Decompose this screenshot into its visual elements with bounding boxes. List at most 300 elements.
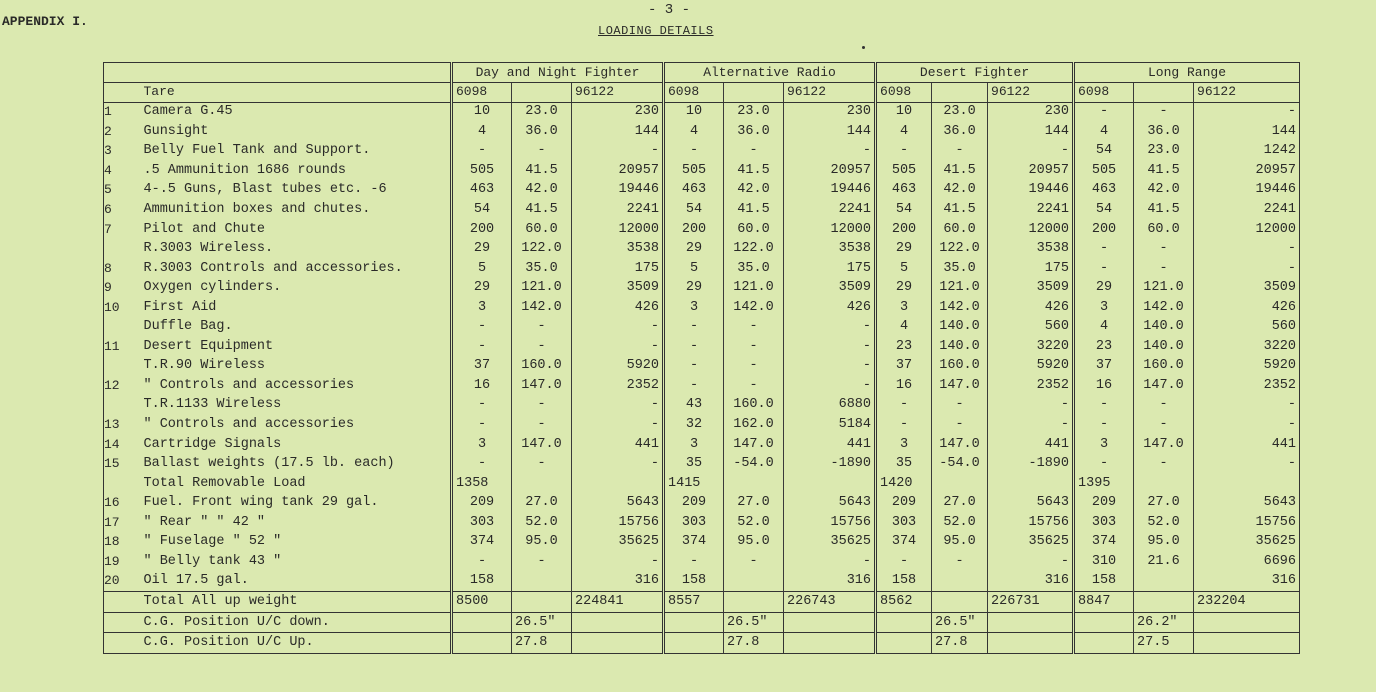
page-number: - 3 - xyxy=(648,2,691,18)
row-description: Pilot and Chute xyxy=(143,221,266,237)
row-number xyxy=(104,592,142,613)
value-cell-desert: 5920 xyxy=(988,357,1074,377)
value-cell-alt-radio: 316 xyxy=(784,572,876,592)
value-cell-alt-radio: 43 xyxy=(664,396,724,416)
value-cell-day-night: 35.0 xyxy=(512,259,572,279)
value-cell-day-night: 175 xyxy=(572,259,664,279)
value-cell-day-night: 16 xyxy=(452,376,512,396)
value-cell-alt-radio: 200 xyxy=(664,220,724,240)
cg-up-cell-day-night xyxy=(572,633,664,654)
cg-down-label: C.G. Position U/C down. xyxy=(142,612,452,633)
row-description: " Rear " " 42 " xyxy=(143,514,266,530)
table-row xyxy=(104,142,1300,162)
cg-down-cell-desert xyxy=(988,612,1074,633)
value-cell-long-range: 3220 xyxy=(1194,337,1300,357)
value-cell-desert: 16 xyxy=(876,376,932,396)
row-description: R.3003 Controls and accessories. xyxy=(143,260,403,276)
value-cell-alt-radio: - xyxy=(724,318,784,338)
value-cell-alt-radio: 441 xyxy=(784,435,876,455)
value-cell-desert: 140.0 xyxy=(932,318,988,338)
value-cell-alt-radio: 35625 xyxy=(784,533,876,553)
value-cell-day-night: - xyxy=(512,142,572,162)
value-cell-day-night: 121.0 xyxy=(512,278,572,298)
value-cell-long-range: 121.0 xyxy=(1134,278,1194,298)
value-cell-long-range xyxy=(1134,474,1194,494)
value-cell-desert: 27.0 xyxy=(932,493,988,513)
value-cell-desert: 147.0 xyxy=(932,435,988,455)
row-number: 5 xyxy=(104,181,142,201)
value-cell-alt-radio: 29 xyxy=(664,239,724,259)
value-cell-long-range: 23.0 xyxy=(1134,142,1194,162)
value-cell-long-range: - xyxy=(1194,396,1300,416)
value-cell-alt-radio: 142.0 xyxy=(724,298,784,318)
value-cell-alt-radio: 23.0 xyxy=(724,102,784,122)
value-cell-alt-radio: - xyxy=(784,318,876,338)
group-header-long-range: Long Range xyxy=(1074,63,1300,83)
value-cell-desert: - xyxy=(932,415,988,435)
total-cell-day-night xyxy=(512,592,572,613)
value-cell-long-range: - xyxy=(1134,454,1194,474)
value-cell-alt-radio: 4 xyxy=(664,122,724,142)
value-cell-long-range: 140.0 xyxy=(1134,318,1194,338)
total-cell-day-night: 224841 xyxy=(572,592,664,613)
value-cell-day-night: 36.0 xyxy=(512,122,572,142)
value-cell-alt-radio: 3538 xyxy=(784,239,876,259)
value-cell-long-range: - xyxy=(1194,239,1300,259)
value-cell-alt-radio: 41.5 xyxy=(724,200,784,220)
value-cell-long-range: 426 xyxy=(1194,298,1300,318)
value-cell-day-night: 3538 xyxy=(572,239,664,259)
table-row xyxy=(104,357,1300,377)
value-cell-long-range: 2241 xyxy=(1194,200,1300,220)
value-cell-desert: 2352 xyxy=(988,376,1074,396)
value-cell-alt-radio: 35.0 xyxy=(724,259,784,279)
value-cell-desert: 505 xyxy=(876,161,932,181)
value-cell-long-range: 37 xyxy=(1074,357,1134,377)
value-cell-desert: 121.0 xyxy=(932,278,988,298)
value-cell-day-night: - xyxy=(452,142,512,162)
value-cell-long-range: 140.0 xyxy=(1134,337,1194,357)
total-cell-alt-radio: 8557 xyxy=(664,592,724,613)
row-number: 3 xyxy=(104,142,142,162)
value-cell-long-range: 142.0 xyxy=(1134,298,1194,318)
value-cell-long-range: 36.0 xyxy=(1134,122,1194,142)
value-cell-day-night: 316 xyxy=(572,572,664,592)
value-cell-desert: 200 xyxy=(876,220,932,240)
value-cell-long-range: 21.6 xyxy=(1134,552,1194,572)
value-cell-day-night: 12000 xyxy=(572,220,664,240)
ink-dot xyxy=(862,46,865,49)
value-cell-day-night: 41.5 xyxy=(512,161,572,181)
value-cell-alt-radio: 5643 xyxy=(784,493,876,513)
row-number xyxy=(104,474,142,494)
value-cell-day-night: - xyxy=(512,552,572,572)
value-cell-desert: 15756 xyxy=(988,513,1074,533)
row-description: R.3003 Wireless. xyxy=(143,241,274,257)
value-cell-desert: 316 xyxy=(988,572,1074,592)
value-cell-desert: - xyxy=(876,552,932,572)
table-row xyxy=(104,318,1300,338)
row-number: 9 xyxy=(104,278,142,298)
value-cell-desert: 175 xyxy=(988,259,1074,279)
row-description: Oxygen cylinders. xyxy=(143,280,282,296)
value-cell-alt-radio: 15756 xyxy=(784,513,876,533)
value-cell-day-night: 3509 xyxy=(572,278,664,298)
row-description: Desert Equipment xyxy=(143,338,274,354)
value-cell-desert: 52.0 xyxy=(932,513,988,533)
value-cell-day-night: 10 xyxy=(452,102,512,122)
cg-up-cell-alt-radio xyxy=(784,633,876,654)
table-row xyxy=(104,474,1300,494)
value-cell-alt-radio: 121.0 xyxy=(724,278,784,298)
value-cell-long-range: 60.0 xyxy=(1134,220,1194,240)
value-cell-day-night: 122.0 xyxy=(512,239,572,259)
value-cell-long-range: 54 xyxy=(1074,200,1134,220)
value-cell-alt-radio: 3 xyxy=(664,435,724,455)
value-cell-desert: 60.0 xyxy=(932,220,988,240)
value-cell-alt-radio: - xyxy=(664,337,724,357)
value-cell-alt-radio: 374 xyxy=(664,533,724,553)
value-cell-long-range: 209 xyxy=(1074,493,1134,513)
value-cell-day-night: 19446 xyxy=(572,181,664,201)
cg-down-cell-day-night: 26.5" xyxy=(512,612,572,633)
value-cell-desert: 160.0 xyxy=(932,357,988,377)
value-cell-desert: 95.0 xyxy=(932,533,988,553)
value-cell-alt-radio: - xyxy=(724,142,784,162)
value-cell-day-night: 52.0 xyxy=(512,513,572,533)
value-cell-desert: - xyxy=(876,142,932,162)
row-number: 16 xyxy=(104,493,142,513)
row-description: " Fuselage " 52 " xyxy=(143,534,282,550)
table-row xyxy=(104,454,1300,474)
subheader-cell: 96122 xyxy=(784,83,876,102)
cg-up-cell-long-range xyxy=(1194,633,1300,654)
value-cell-long-range: 5643 xyxy=(1194,493,1300,513)
value-cell-long-range: 2352 xyxy=(1194,376,1300,396)
table-row xyxy=(104,533,1300,553)
subheader-cell xyxy=(932,83,988,102)
value-cell-day-night: - xyxy=(512,318,572,338)
table-row xyxy=(104,161,1300,181)
value-cell-alt-radio: 36.0 xyxy=(724,122,784,142)
value-cell-day-night: 27.0 xyxy=(512,493,572,513)
value-cell-long-range: 15756 xyxy=(1194,513,1300,533)
row-number xyxy=(104,357,142,377)
value-cell-day-night: 42.0 xyxy=(512,181,572,201)
value-cell-day-night: - xyxy=(452,396,512,416)
value-cell-desert: 122.0 xyxy=(932,239,988,259)
value-cell-day-night: 37 xyxy=(452,357,512,377)
value-cell-long-range: 3509 xyxy=(1194,278,1300,298)
value-cell-alt-radio: - xyxy=(724,337,784,357)
value-cell-long-range: 3 xyxy=(1074,298,1134,318)
value-cell-long-range: 374 xyxy=(1074,533,1134,553)
value-cell-alt-radio: 60.0 xyxy=(724,220,784,240)
value-cell-day-night: 426 xyxy=(572,298,664,318)
value-cell-alt-radio: - xyxy=(784,552,876,572)
value-cell-desert: -54.0 xyxy=(932,454,988,474)
value-cell-alt-radio: 10 xyxy=(664,102,724,122)
value-cell-day-night: - xyxy=(452,318,512,338)
value-cell-long-range: 6696 xyxy=(1194,552,1300,572)
table-row xyxy=(104,337,1300,357)
row-description: " Controls and accessories xyxy=(143,417,355,433)
row-description: Ammunition boxes and chutes. xyxy=(143,202,371,217)
value-cell-alt-radio: - xyxy=(664,552,724,572)
cg-down-row xyxy=(104,612,1300,633)
value-cell-long-range xyxy=(1134,572,1194,592)
value-cell-desert: 144 xyxy=(988,122,1074,142)
value-cell-day-night: 142.0 xyxy=(512,298,572,318)
cg-down-cell-alt-radio xyxy=(664,612,724,633)
value-cell-desert: 158 xyxy=(876,572,932,592)
value-cell-alt-radio: 144 xyxy=(784,122,876,142)
row-description: Total Removable Load xyxy=(143,475,306,491)
value-cell-desert: 37 xyxy=(876,357,932,377)
row-description: " Belly tank 43 " xyxy=(143,553,282,569)
value-cell-desert: 20957 xyxy=(988,161,1074,181)
value-cell-desert: - xyxy=(876,415,932,435)
value-cell-long-range: 95.0 xyxy=(1134,533,1194,553)
value-cell-desert: 140.0 xyxy=(932,337,988,357)
value-cell-long-range: 1242 xyxy=(1194,142,1300,162)
value-cell-long-range: 158 xyxy=(1074,572,1134,592)
value-cell-day-night: - xyxy=(572,142,664,162)
value-cell-alt-radio: - xyxy=(784,337,876,357)
value-cell-desert: 41.5 xyxy=(932,200,988,220)
value-cell-desert: 230 xyxy=(988,102,1074,122)
row-number: 19 xyxy=(104,552,142,572)
value-cell-alt-radio: 5 xyxy=(664,259,724,279)
value-cell-day-night: 303 xyxy=(452,513,512,533)
value-cell-desert: 5 xyxy=(876,259,932,279)
value-cell-alt-radio: 426 xyxy=(784,298,876,318)
cg-up-cell-alt-radio xyxy=(664,633,724,654)
value-cell-long-range: 41.5 xyxy=(1134,200,1194,220)
value-cell-desert: 303 xyxy=(876,513,932,533)
tare-label: Tare xyxy=(142,83,452,102)
value-cell-day-night xyxy=(572,474,664,494)
value-cell-day-night: 1358 xyxy=(452,474,512,494)
value-cell-day-night: - xyxy=(452,454,512,474)
cg-down-cell-alt-radio xyxy=(784,612,876,633)
row-description: T.R.1133 Wireless xyxy=(143,397,282,413)
table-row xyxy=(104,552,1300,572)
row-description: Ballast weights (17.5 lb. each) xyxy=(143,456,395,472)
value-cell-alt-radio: 160.0 xyxy=(724,396,784,416)
value-cell-alt-radio: - xyxy=(664,357,724,377)
value-cell-alt-radio: 1415 xyxy=(664,474,724,494)
value-cell-alt-radio: 42.0 xyxy=(724,181,784,201)
cg-up-cell-day-night: 27.8 xyxy=(512,633,572,654)
value-cell-day-night: 2352 xyxy=(572,376,664,396)
cg-down-cell-day-night xyxy=(572,612,664,633)
value-cell-day-night: - xyxy=(572,396,664,416)
value-cell-day-night: 29 xyxy=(452,239,512,259)
value-cell-day-night: - xyxy=(572,318,664,338)
row-description: Oil 17.5 gal. xyxy=(143,573,249,589)
value-cell-alt-radio: 5184 xyxy=(784,415,876,435)
value-cell-desert: - xyxy=(876,396,932,416)
row-description: Belly Fuel Tank and Support. xyxy=(143,143,371,159)
value-cell-day-night: 15756 xyxy=(572,513,664,533)
value-cell-desert: - xyxy=(988,142,1074,162)
total-cell-desert xyxy=(932,592,988,613)
cg-down-cell-long-range xyxy=(1194,612,1300,633)
value-cell-desert: 29 xyxy=(876,239,932,259)
value-cell-alt-radio xyxy=(724,572,784,592)
value-cell-long-range: 560 xyxy=(1194,318,1300,338)
cg-down-cell-long-range xyxy=(1074,612,1134,633)
value-cell-day-night xyxy=(512,474,572,494)
value-cell-alt-radio: 52.0 xyxy=(724,513,784,533)
group-header-day-night: Day and Night Fighter xyxy=(452,63,664,83)
cg-up-cell-day-night xyxy=(452,633,512,654)
table-row xyxy=(104,259,1300,279)
value-cell-day-night: 3 xyxy=(452,435,512,455)
value-cell-desert: 23.0 xyxy=(932,102,988,122)
table-row xyxy=(104,102,1300,122)
value-cell-long-range: - xyxy=(1134,239,1194,259)
value-cell-long-range: 4 xyxy=(1074,122,1134,142)
row-number: 2 xyxy=(104,122,142,142)
value-cell-long-range: - xyxy=(1074,102,1134,122)
value-cell-desert: 441 xyxy=(988,435,1074,455)
row-number: 11 xyxy=(104,337,142,357)
total-label: Total All up weight xyxy=(142,592,452,613)
row-number: 17 xyxy=(104,513,142,533)
value-cell-day-night: 158 xyxy=(452,572,512,592)
subheader-cell: 96122 xyxy=(572,83,664,102)
row-number xyxy=(104,612,142,633)
group-header-alt-radio: Alternative Radio xyxy=(664,63,876,83)
value-cell-long-range: 1395 xyxy=(1074,474,1134,494)
value-cell-alt-radio: - xyxy=(784,357,876,377)
value-cell-desert: 3 xyxy=(876,298,932,318)
value-cell-day-night: 160.0 xyxy=(512,357,572,377)
value-cell-desert: 42.0 xyxy=(932,181,988,201)
value-cell-desert: 1420 xyxy=(876,474,932,494)
value-cell-alt-radio: 175 xyxy=(784,259,876,279)
total-cell-day-night: 8500 xyxy=(452,592,512,613)
value-cell-desert: 3 xyxy=(876,435,932,455)
value-cell-long-range: 4 xyxy=(1074,318,1134,338)
header-blank xyxy=(104,83,142,102)
value-cell-desert: 35 xyxy=(876,454,932,474)
table-row xyxy=(104,513,1300,533)
subheader-cell: 6098 xyxy=(664,83,724,102)
value-cell-alt-radio: -1890 xyxy=(784,454,876,474)
cg-down-cell-desert xyxy=(876,612,932,633)
row-number xyxy=(104,318,142,338)
total-cell-alt-radio xyxy=(724,592,784,613)
loading-details-table xyxy=(103,62,1300,654)
value-cell-day-night: - xyxy=(572,454,664,474)
value-cell-long-range: 23 xyxy=(1074,337,1134,357)
cg-up-cell-desert xyxy=(876,633,932,654)
value-cell-desert: 4 xyxy=(876,318,932,338)
table-row xyxy=(104,572,1300,592)
value-cell-long-range: 29 xyxy=(1074,278,1134,298)
value-cell-desert xyxy=(932,572,988,592)
value-cell-long-range: 144 xyxy=(1194,122,1300,142)
value-cell-long-range: - xyxy=(1134,259,1194,279)
value-cell-long-range: - xyxy=(1074,415,1134,435)
value-cell-long-range: - xyxy=(1134,102,1194,122)
value-cell-alt-radio: - xyxy=(784,142,876,162)
row-number: 6 xyxy=(104,200,142,220)
value-cell-day-night: 35625 xyxy=(572,533,664,553)
value-cell-day-night: 5920 xyxy=(572,357,664,377)
table-row xyxy=(104,220,1300,240)
value-cell-long-range: 310 xyxy=(1074,552,1134,572)
value-cell-desert: 36.0 xyxy=(932,122,988,142)
value-cell-day-night: - xyxy=(512,337,572,357)
value-cell-long-range: 35625 xyxy=(1194,533,1300,553)
value-cell-desert: - xyxy=(932,142,988,162)
value-cell-desert: - xyxy=(932,396,988,416)
value-cell-alt-radio: - xyxy=(724,552,784,572)
value-cell-day-night: 374 xyxy=(452,533,512,553)
value-cell-alt-radio: 20957 xyxy=(784,161,876,181)
value-cell-alt-radio: 230 xyxy=(784,102,876,122)
value-cell-day-night: - xyxy=(572,415,664,435)
value-cell-long-range: 41.5 xyxy=(1134,161,1194,181)
value-cell-day-night: 95.0 xyxy=(512,533,572,553)
table-row xyxy=(104,415,1300,435)
value-cell-day-night xyxy=(512,572,572,592)
value-cell-desert: 35625 xyxy=(988,533,1074,553)
cg-up-cell-alt-radio: 27.8 xyxy=(724,633,784,654)
value-cell-long-range: 441 xyxy=(1194,435,1300,455)
cg-up-cell-long-range: 27.5 xyxy=(1134,633,1194,654)
value-cell-desert: 2241 xyxy=(988,200,1074,220)
total-cell-desert: 8562 xyxy=(876,592,932,613)
cg-down-cell-alt-radio: 26.5" xyxy=(724,612,784,633)
value-cell-long-range: - xyxy=(1194,454,1300,474)
value-cell-day-night: 4 xyxy=(452,122,512,142)
value-cell-alt-radio: 158 xyxy=(664,572,724,592)
value-cell-long-range: 505 xyxy=(1074,161,1134,181)
value-cell-alt-radio xyxy=(724,474,784,494)
row-description: T.R.90 Wireless xyxy=(143,358,266,374)
value-cell-long-range: 200 xyxy=(1074,220,1134,240)
row-description: Gunsight xyxy=(143,123,209,139)
value-cell-long-range: - xyxy=(1074,239,1134,259)
value-cell-long-range xyxy=(1194,474,1300,494)
value-cell-alt-radio: 162.0 xyxy=(724,415,784,435)
value-cell-desert: 3509 xyxy=(988,278,1074,298)
value-cell-desert: 426 xyxy=(988,298,1074,318)
row-number: 18 xyxy=(104,533,142,553)
value-cell-alt-radio: 6880 xyxy=(784,396,876,416)
subheader-cell xyxy=(724,83,784,102)
subheader-cell: 96122 xyxy=(988,83,1074,102)
value-cell-day-night: 23.0 xyxy=(512,102,572,122)
row-number: 15 xyxy=(104,454,142,474)
value-cell-desert: 463 xyxy=(876,181,932,201)
cg-down-cell-day-night xyxy=(452,612,512,633)
table-row xyxy=(104,435,1300,455)
value-cell-desert: 10 xyxy=(876,102,932,122)
value-cell-desert: 209 xyxy=(876,493,932,513)
row-number: 13 xyxy=(104,415,142,435)
subheader-cell: 6098 xyxy=(876,83,932,102)
subheader-cell xyxy=(512,83,572,102)
value-cell-day-night: 20957 xyxy=(572,161,664,181)
value-cell-long-range: - xyxy=(1134,415,1194,435)
value-cell-day-night: 29 xyxy=(452,278,512,298)
